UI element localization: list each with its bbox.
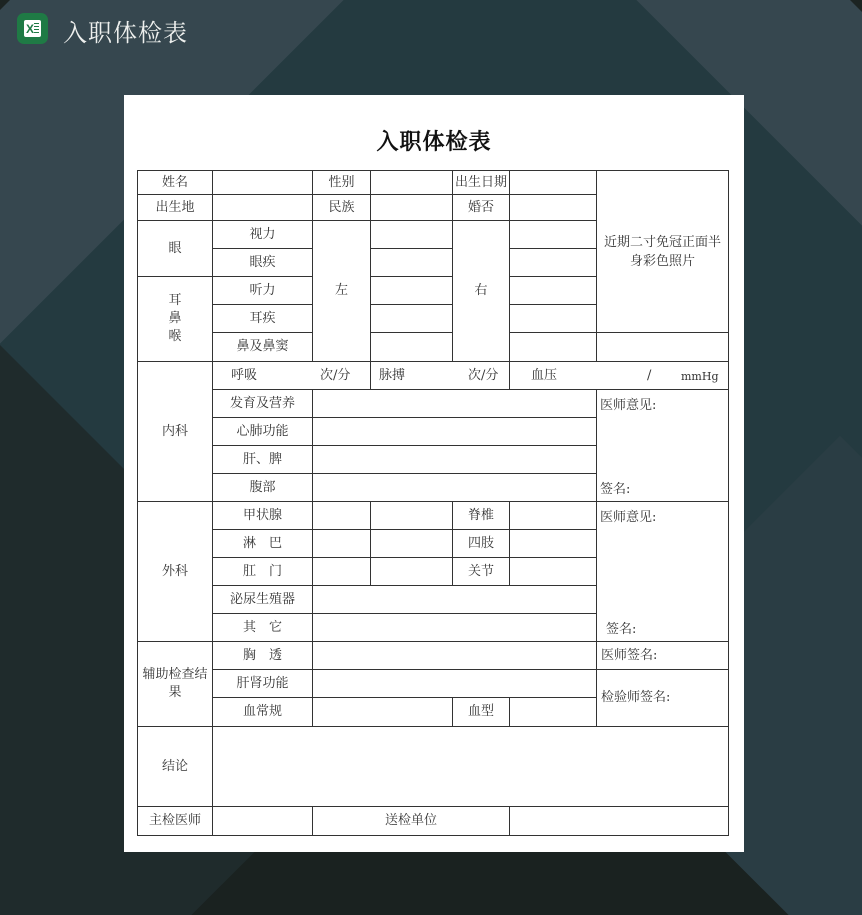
other-label: 其 它	[212, 613, 313, 642]
development-label: 发育及营养	[212, 389, 313, 418]
blood-pressure-field[interactable]	[509, 361, 729, 390]
vision-label: 视力	[212, 220, 313, 249]
ethnicity-field[interactable]	[370, 194, 453, 221]
right-nose-field[interactable]	[509, 332, 597, 362]
urogenital-label: 泌尿生殖器	[212, 585, 313, 614]
left-hearing-field[interactable]	[370, 276, 453, 305]
ethnicity-label: 民族	[312, 194, 371, 221]
left-eye-disease-field[interactable]	[370, 248, 453, 277]
abdomen-field[interactable]	[312, 473, 597, 502]
birthplace-field[interactable]	[212, 194, 313, 221]
thyroid-field-2[interactable]	[370, 501, 453, 530]
left-nose-field[interactable]	[370, 332, 453, 362]
conclusion-field[interactable]	[212, 726, 729, 807]
limbs-label: 四肢	[452, 529, 510, 558]
photo-below-field[interactable]	[596, 332, 729, 362]
respiration-unit: 次/分	[320, 368, 351, 383]
ent-label	[137, 276, 213, 362]
blood-routine-label: 血常规	[212, 697, 313, 727]
anus-field-2[interactable]	[370, 557, 453, 586]
other-field[interactable]	[312, 613, 597, 642]
bp-separator: /	[647, 368, 652, 383]
spine-field[interactable]	[509, 501, 597, 530]
birthplace-label: 出生地	[137, 194, 213, 221]
lymph-label: 淋 巴	[212, 529, 313, 558]
bp-label: 血压	[531, 368, 558, 383]
liver-spleen-label: 肝、脾	[212, 445, 313, 474]
conclusion-label: 结论	[137, 726, 213, 807]
chest-xray-label: 胸 透	[212, 641, 313, 670]
gender-label: 性别	[312, 170, 371, 195]
ear-disease-label: 耳疾	[212, 304, 313, 333]
internal-opinion-box[interactable]	[596, 389, 729, 502]
internal-medicine-label: 内科	[137, 361, 213, 502]
document-page	[124, 95, 744, 852]
right-vision-field[interactable]	[509, 220, 597, 249]
ent-label-line: 鼻	[168, 311, 182, 326]
right-eye-disease-field[interactable]	[509, 248, 597, 277]
surgery-opinion-box[interactable]	[596, 501, 729, 642]
lab-signature-box[interactable]: 检验师签名:	[596, 669, 729, 727]
abdomen-label: 腹部	[212, 473, 313, 502]
surgery-signature-label: 签名:	[606, 622, 637, 637]
eye-label: 眼	[137, 220, 213, 277]
sending-unit-field[interactable]	[509, 806, 729, 836]
urogenital-field[interactable]	[312, 585, 597, 614]
gender-field[interactable]	[370, 170, 453, 195]
auxiliary-label: 辅助检查结果	[137, 641, 213, 727]
photo-area[interactable]: 近期二寸免冠正面半身彩色照片	[596, 170, 729, 333]
eye-disease-label: 眼疾	[212, 248, 313, 277]
anus-label: 肛 门	[212, 557, 313, 586]
ent-label-line: 喉	[168, 329, 182, 344]
liver-kidney-field[interactable]	[312, 669, 597, 698]
spine-label: 脊椎	[452, 501, 510, 530]
thyroid-field-1[interactable]	[312, 501, 371, 530]
chief-doctor-field[interactable]	[212, 806, 313, 836]
left-label: 左	[312, 220, 371, 362]
limbs-field[interactable]	[509, 529, 597, 558]
joints-field[interactable]	[509, 557, 597, 586]
birthdate-field[interactable]	[509, 170, 597, 195]
heart-lung-label: 心肺功能	[212, 417, 313, 446]
bp-unit: mmHg	[681, 370, 719, 383]
marital-field[interactable]	[509, 194, 597, 221]
lymph-field-2[interactable]	[370, 529, 453, 558]
internal-signature-label: 签名:	[600, 482, 631, 497]
heart-lung-field[interactable]	[312, 417, 597, 446]
surgery-opinion-label: 医师意见:	[600, 510, 657, 525]
left-ear-disease-field[interactable]	[370, 304, 453, 333]
pulse-label: 脉搏	[379, 368, 406, 383]
nose-sinus-label: 鼻及鼻窦	[212, 332, 313, 362]
document-title: 入职体检表	[376, 129, 492, 155]
hearing-label: 听力	[212, 276, 313, 305]
blood-type-field[interactable]	[509, 697, 597, 727]
anus-field-1[interactable]	[312, 557, 371, 586]
respiration-label: 呼吸	[231, 368, 258, 383]
ent-label-line: 耳	[168, 293, 182, 308]
blood-routine-field[interactable]	[312, 697, 453, 727]
liver-kidney-label: 肝肾功能	[212, 669, 313, 698]
doctor-signature-box[interactable]: 医师签名:	[596, 641, 729, 670]
lymph-field-1[interactable]	[312, 529, 371, 558]
development-field[interactable]	[312, 389, 597, 418]
thyroid-label: 甲状腺	[212, 501, 313, 530]
liver-spleen-field[interactable]	[312, 445, 597, 474]
right-hearing-field[interactable]	[509, 276, 597, 305]
pulse-unit: 次/分	[468, 368, 499, 383]
exam-form-table	[124, 95, 744, 852]
blood-type-label: 血型	[452, 697, 510, 727]
left-vision-field[interactable]	[370, 220, 453, 249]
sending-unit-label: 送检单位	[312, 806, 510, 836]
right-ear-disease-field[interactable]	[509, 304, 597, 333]
name-label: 姓名	[137, 170, 213, 195]
surgery-label: 外科	[137, 501, 213, 642]
name-field[interactable]	[212, 170, 313, 195]
chief-doctor-label: 主检医师	[137, 806, 213, 836]
joints-label: 关节	[452, 557, 510, 586]
right-label: 右	[452, 220, 510, 362]
excel-icon: X	[17, 13, 48, 44]
app-title: 入职体检表	[63, 19, 188, 47]
chest-xray-field[interactable]	[312, 641, 597, 670]
marital-label: 婚否	[452, 194, 510, 221]
internal-opinion-label: 医师意见:	[600, 398, 657, 413]
birthdate-label: 出生日期	[452, 170, 510, 195]
pulse-field[interactable]	[370, 361, 510, 390]
respiration-field[interactable]	[212, 361, 371, 390]
